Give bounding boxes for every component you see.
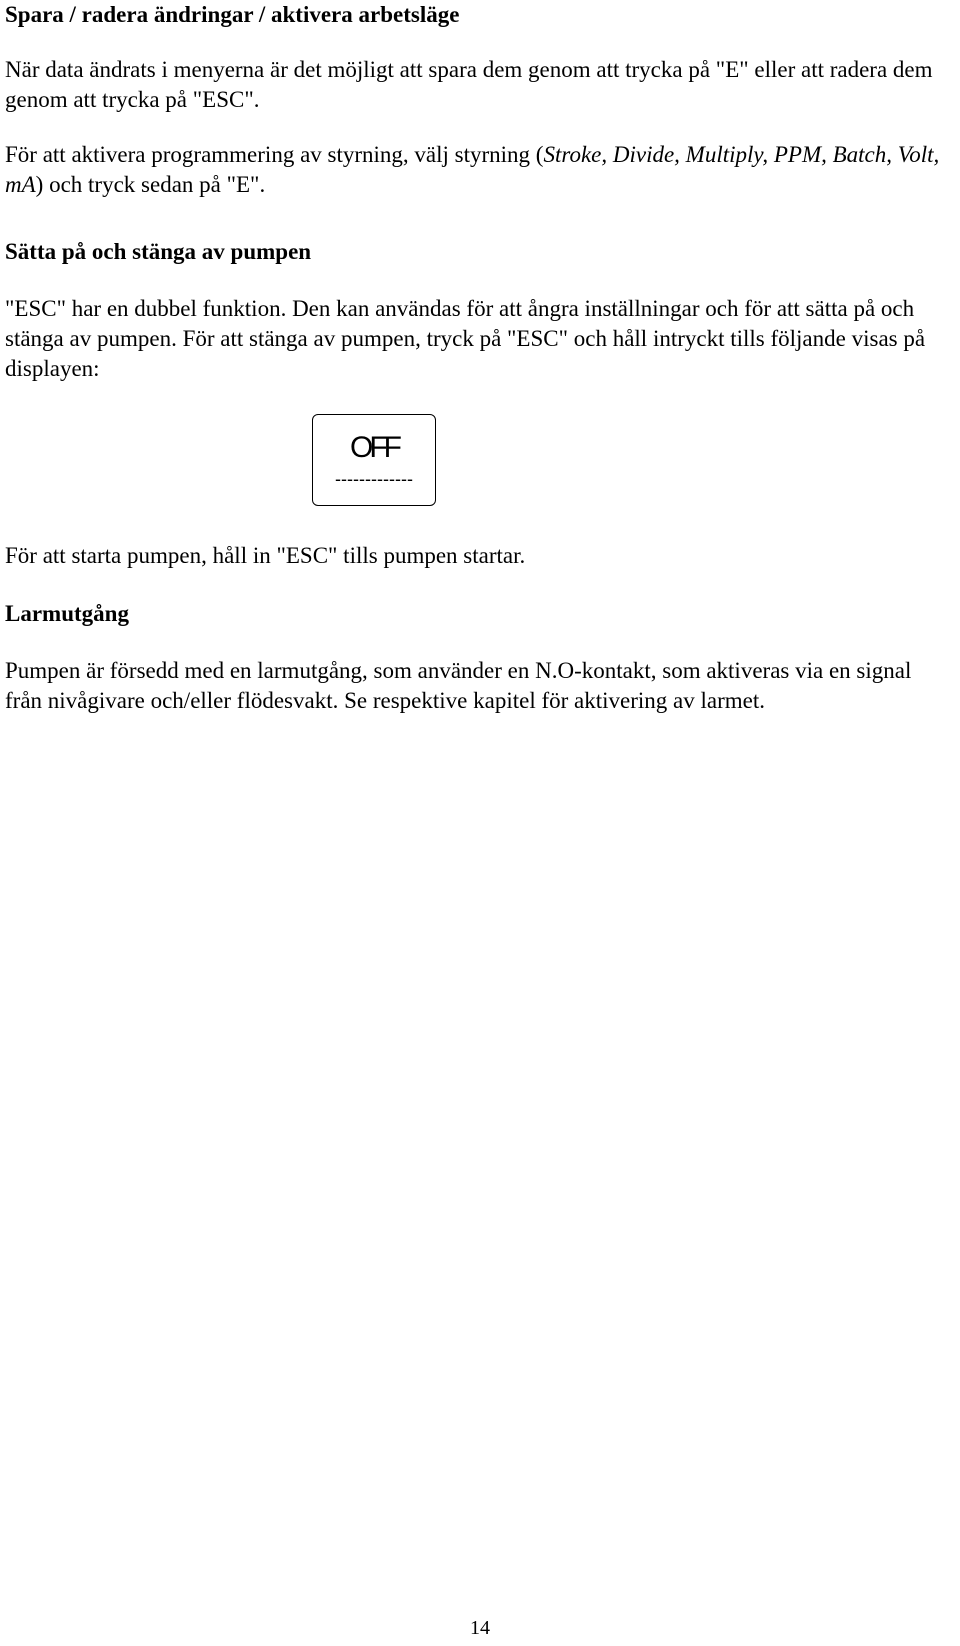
display-off-text: OFF [350, 431, 398, 464]
paragraph-start-pump: För att starta pumpen, håll in "ESC" tills pumpen startar. [5, 543, 526, 568]
display-dashes: ------------- [335, 469, 413, 489]
heading-pump-on-off: Sätta på och stänga av pumpen [5, 239, 312, 264]
pump-display [312, 414, 436, 506]
control-modes-list: Stroke, Divide, Multiply, PPM, Batch, Volt, mA [5, 142, 940, 197]
paragraph-save-changes: När data ändrats i menyerna är det möjligt att spara dem genom att trycka på "E" eller att radera dem genom att trycka på "ESC". [5, 57, 933, 112]
page-number: 14 [470, 1617, 490, 1639]
paragraph-activate-programming [5, 140, 950, 200]
paragraph-activate-programming-post: ) och tryck sedan på "E". [35, 172, 266, 197]
heading-alarm-output: Larmutgång [5, 601, 129, 626]
paragraph-activate-programming-pre: För att aktivera programmering av styrning, välj styrning ( [5, 142, 544, 167]
paragraph-alarm-output: Pumpen är försedd med en larmutgång, som använder en N.O-kontakt, som aktiveras via en signal från nivågivare och/eller flödesvakt. Se respektive kapitel för aktivering av larmet. [5, 658, 912, 713]
paragraph-esc-function: "ESC" har en dubbel funktion. Den kan användas för att ångra inställningar och för att sätta på och stänga av pumpen. För att stänga av pumpen, tryck på "ESC" och håll intryckt tills följande visas på displayen: [5, 296, 926, 381]
heading-save-changes: Spara / radera ändringar / aktivera arbetsläge [5, 2, 460, 27]
